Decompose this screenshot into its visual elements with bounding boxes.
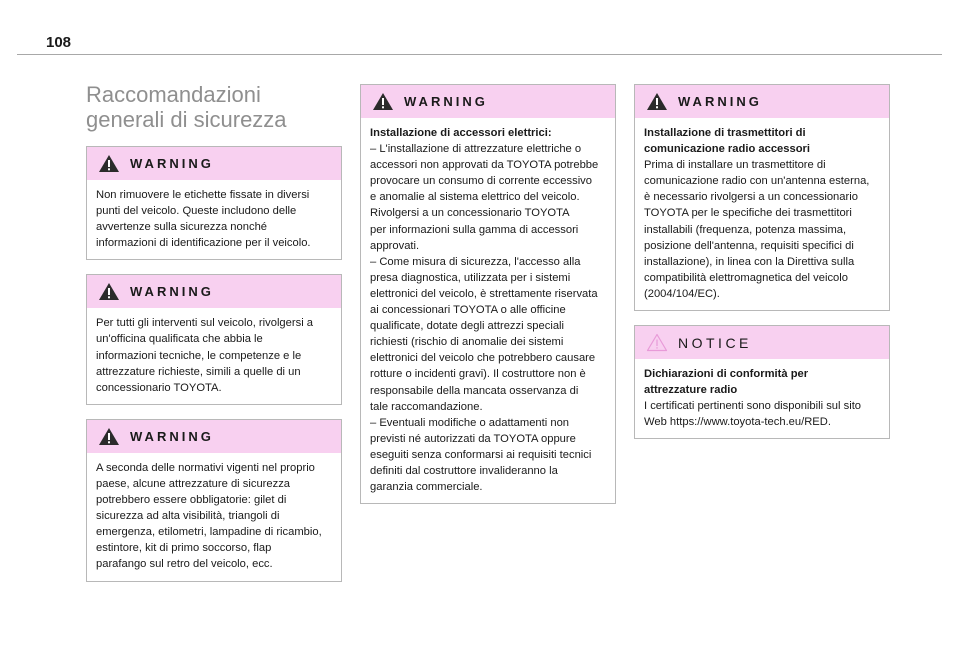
text-line: estintore, kit di primo soccorso, flap (96, 542, 272, 555)
box-heading: Dichiarazioni di conformità per (644, 368, 809, 381)
text-line: I certificati pertinenti sono disponibili sul sito (644, 400, 862, 413)
column-left (86, 82, 342, 596)
text-line: – Eventuali modifiche o adattamenti non (370, 416, 570, 429)
box-heading: comunicazione radio accessori (644, 143, 811, 156)
column-right (634, 84, 890, 453)
column-middle (360, 84, 616, 518)
warning-box-electrical-accessories (360, 84, 616, 504)
notice-box-header (635, 326, 889, 359)
warning-label: WARNING (130, 156, 214, 171)
text-line: è necessario rivolgersi a un concessionario (644, 191, 858, 204)
text-line: accessori non approvati da TOYOTA potrebbe (370, 159, 599, 172)
text-line: paese, alcune attrezzature di sicurezza (96, 477, 291, 490)
text-line: avvertenze sulla sicurezza nonché (96, 221, 268, 234)
warning-label: WARNING (404, 94, 488, 109)
warning-triangle-icon (98, 427, 120, 446)
text-line: e anomalie al sistema elettrico del veicolo. (370, 191, 580, 204)
text-line: Prima di installare un trasmettitore di (644, 159, 826, 172)
text-line: compatibilità elettromagnetica del veicolo (644, 271, 848, 284)
text-line: potrebbero essere obbligatorie: gilet di (96, 494, 287, 507)
text-line: provocare un consumo di corrente eccessivo (370, 175, 592, 188)
text-line: tale raccomandazione. (370, 400, 483, 413)
text-line: Per tutti gli interventi sul veicolo, rivolgersi a (96, 317, 314, 330)
text-line: concessionario TOYOTA. (96, 381, 222, 394)
section-title (86, 82, 342, 132)
warning-box-text (87, 180, 341, 259)
text-line: A seconda delle normativi vigenti nel proprio (96, 461, 315, 474)
box-heading: Installazione di accessori elettrici: (370, 127, 552, 139)
warning-box-equipment (86, 419, 342, 582)
text-line: elettronici del veicolo che potrebbero causare (370, 352, 596, 365)
box-heading: attrezzature radio (644, 384, 738, 397)
text-line: richiesti (rischio di anomalie dei sistemi (370, 336, 564, 349)
header-rule (17, 54, 942, 55)
warning-box-text (361, 118, 615, 503)
text-line: definiti dal costruttore invalideranno la (370, 464, 558, 477)
text-line: per informazioni sulla gamma di accessori (370, 223, 579, 236)
text-line: responsabile della mancata osservanza di (370, 384, 579, 397)
warning-box-text (87, 308, 341, 403)
notice-box-radio-conformity (634, 325, 890, 439)
warning-box-text (635, 118, 889, 310)
box-heading: Installazione di trasmettitori di (644, 127, 806, 139)
warning-triangle-icon (98, 282, 120, 301)
warning-box-header (87, 147, 341, 180)
section-title-line-1: Raccomandazioni (86, 82, 261, 107)
warning-label: WARNING (678, 94, 762, 109)
text-line: un'officina qualificata che abbia le (96, 333, 263, 346)
warning-label: WARNING (130, 428, 214, 444)
warning-box-header (361, 85, 615, 118)
warning-box-header (635, 85, 889, 118)
section-title-line-2: generali di sicurezza (86, 107, 287, 132)
text-line: previsti né autorizzati da TOYOTA oppure (370, 432, 576, 445)
text-line: sicurezza ad alta visibilità, triangoli di (96, 510, 280, 523)
text-line: posizione dell'antenna, requisiti specifici di (644, 239, 854, 252)
notice-label: NOTICE (678, 334, 752, 351)
text-line: qualificate, dotate degli attrezzi speciali (370, 320, 565, 333)
text-line: eseguiti senza conformarsi ai requisiti tecnici (370, 448, 592, 461)
text-line: approvati. (370, 239, 420, 252)
text-line: parafango sul retro del veicolo, ecc. (96, 558, 273, 571)
warning-triangle-icon (372, 92, 394, 111)
page-number: 108 (46, 34, 72, 51)
text-line: punti del veicolo. Queste includono delle (96, 205, 297, 218)
text-line: informazioni tecniche, le competenze e le (96, 349, 302, 362)
warning-box-labels (86, 146, 342, 260)
text-line: – L'installazione di attrezzature elettriche o (370, 143, 582, 156)
text-line: presa diagnostica, utilizzata per i sistemi (370, 271, 571, 284)
text-line: elettronici del veicolo, è strettamente riservata (370, 287, 598, 300)
warning-box-radio-transmitters (634, 84, 890, 311)
text-line: Web https://www.toyota-tech.eu/RED. (644, 416, 831, 429)
warning-box-header (87, 420, 341, 453)
text-line: informazioni di identificazione per il veicolo. (96, 237, 311, 250)
warning-label: WARNING (130, 284, 214, 300)
text-line: installabili (frequenza, potenza massima, (644, 223, 847, 236)
text-line: comunicazione radio con un'antenna esterna, (644, 175, 870, 188)
text-line: emergenza, etilometri, lampadine di ricambio, (96, 526, 322, 539)
warning-box-header (87, 275, 341, 308)
text-line: TOYOTA per le specifiche dei trasmettitori (644, 207, 852, 220)
text-line: ai concessionari TOYOTA o alle officine (370, 304, 566, 317)
text-line: Non rimuovere le etichette fissate in diversi (96, 189, 310, 201)
warning-box-workshop (86, 274, 342, 404)
notice-box-text (635, 359, 889, 438)
text-line: – Come misura di sicurezza, l'accesso alla (370, 255, 581, 268)
text-line: installazione), in linea con la Direttiva sulla (644, 255, 855, 268)
notice-triangle-icon (646, 333, 668, 352)
warning-triangle-icon (646, 92, 668, 111)
text-line: (2004/104/EC). (644, 287, 720, 300)
text-line: garanzia commerciale. (370, 481, 483, 494)
text-line: attrezzature richieste, simili a quelle di un (96, 365, 301, 378)
text-line: Rivolgersi a un concessionario TOYOTA (370, 207, 570, 220)
warning-box-text (87, 453, 341, 581)
text-line: rotture o incidenti gravi). Il costruttore non è (370, 368, 586, 381)
warning-triangle-icon (98, 154, 120, 173)
